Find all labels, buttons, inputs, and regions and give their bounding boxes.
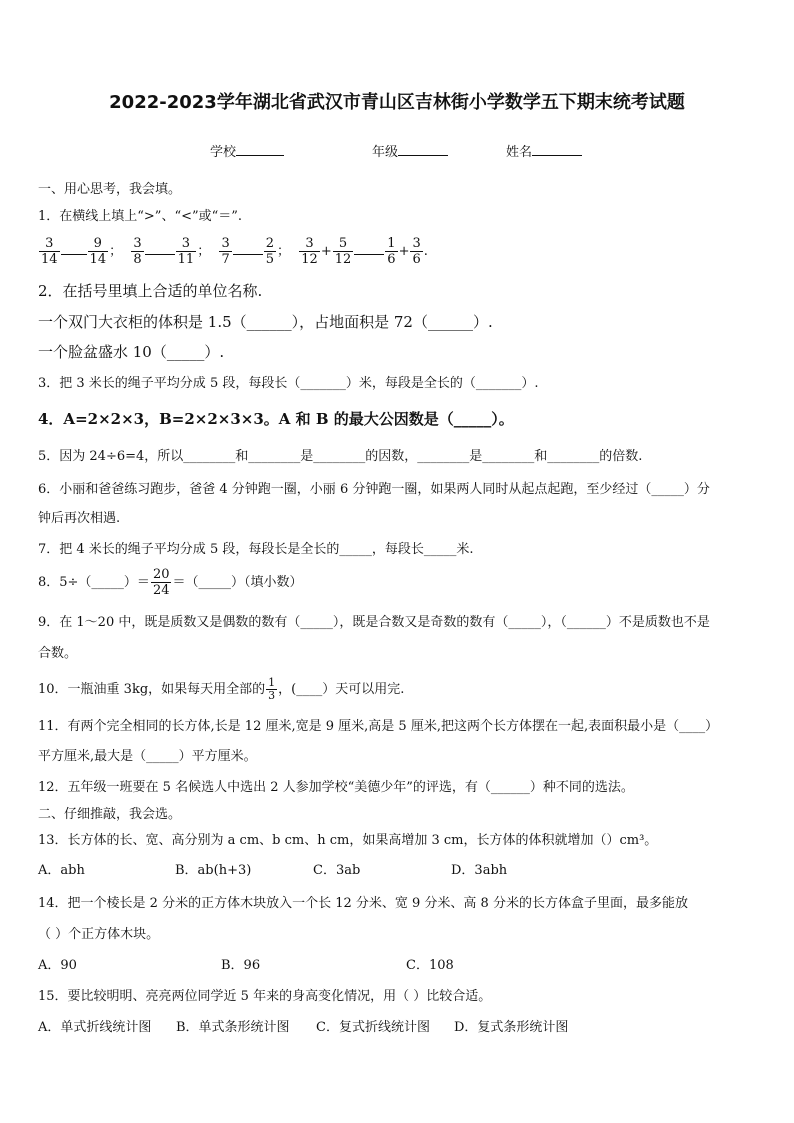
question-6a: 6．小丽和爸爸练习跑步，爸爸 4 分钟跑一圈，小丽 6 分钟跑一圈，如果两人同时从起点起跑，至少经过（_____）分 bbox=[38, 482, 710, 497]
question-4: 4．A=2×2×3，B=2×2×3×3。A 和 B 的最大公因数是（_____）。 bbox=[38, 410, 514, 428]
fraction: $\frac{3}{14}$ bbox=[41, 236, 58, 267]
fraction: $\frac{9}{14}$ bbox=[89, 236, 107, 267]
fraction: $\frac{1}{6}$ bbox=[387, 236, 396, 267]
question-14b: （ ）个正方体木块。 bbox=[38, 927, 160, 942]
option-b[interactable]: B．单式条形统计图 bbox=[176, 1020, 290, 1035]
option-d[interactable]: D．3abh bbox=[451, 863, 508, 878]
option-a[interactable]: A．单式折线统计图 bbox=[38, 1020, 152, 1035]
fraction: $\frac{3}{6}$ bbox=[412, 236, 421, 267]
question-2b: 一个脸盆盛水 10（_____）. bbox=[38, 343, 225, 361]
option-a[interactable]: A．abh bbox=[38, 863, 85, 878]
question-14-options bbox=[38, 957, 454, 975]
fraction: $\frac{3}{7}$ bbox=[221, 236, 230, 267]
question-2a: 一个双门大衣柜的体积是 1.5（______），占地面积是 72（______）. bbox=[38, 313, 493, 331]
fraction: $\frac{3}{8}$ bbox=[133, 236, 142, 267]
fraction: $\frac{2}{5}$ bbox=[265, 236, 275, 267]
section-1-heading: 一、用心思考，我会填。 bbox=[38, 182, 182, 197]
question-9b: 合数。 bbox=[38, 646, 78, 661]
question-7: 7．把 4 米长的绳子平均分成 5 段，每段长是全长的_____，每段长_____米. bbox=[38, 542, 474, 557]
question-14a: 14．把一个棱长是 2 分米的正方体木块放入一个长 12 分米、宽 9 分米、高 8 分米的长方体盒子里面，最多能放 bbox=[38, 896, 688, 911]
fraction: $\frac{5}{12}$ bbox=[334, 236, 352, 267]
question-6b: 钟后再次相遇. bbox=[38, 511, 121, 526]
question-2: 2．在括号里填上合适的单位名称. bbox=[38, 282, 263, 300]
section-2-heading: 二、仔细推敲，我会选。 bbox=[38, 807, 182, 822]
question-12: 12．五年级一班要在 5 名候选人中选出 2 人参加学校“美德少年”的评选，有（______）种不同的选法。 bbox=[38, 780, 634, 795]
option-c[interactable]: C．108 bbox=[406, 958, 454, 973]
fraction: $\frac{3}{11}$ bbox=[177, 236, 195, 267]
question-1: 1．在横线上填上“>”、“<”或“＝”. bbox=[38, 209, 243, 224]
grade-field[interactable]: 年级 bbox=[372, 141, 448, 160]
option-c[interactable]: C．复式折线统计图 bbox=[316, 1020, 430, 1035]
question-13: 13．长方体的长、宽、高分别为 a cm、b cm、h cm，如果高增加 3 cm，长方体的体积就增加（）cm³。 bbox=[38, 833, 658, 848]
fraction: $\frac{3}{12}$ bbox=[301, 236, 318, 267]
question-3: 3．把 3 米长的绳子平均分成 5 段，每段长（_______）米，每段是全长的（_______）. bbox=[38, 376, 539, 391]
question-10: 10．一瓶油重 3kg，如果每天用全部的 $\frac{1}{3}$ ，(____）天可以用完. bbox=[38, 676, 405, 702]
question-15: 15．要比较明明、亮亮两位同学近 5 年来的身高变化情况，用（ ）比较合适。 bbox=[38, 989, 492, 1004]
page-title: 2022-2023学年湖北省武汉市青山区吉林街小学数学五下期末统考试题 bbox=[109, 92, 685, 113]
question-13-options bbox=[38, 862, 507, 880]
question-5: 5．因为 24÷6=4，所以________和________是________的因数，________是________和________的倍数. bbox=[38, 449, 643, 464]
option-c[interactable]: C．3ab bbox=[313, 863, 361, 878]
question-9a: 9．在 1～20 中，既是质数又是偶数的数有（_____），既是合数又是奇数的数有（_____），（______）不是质数也不是 bbox=[38, 615, 710, 630]
option-a[interactable]: A．90 bbox=[38, 958, 77, 973]
question-15-options bbox=[38, 1019, 568, 1037]
question-8: 8．5÷（_____）＝ $\frac{20}{24}$ ＝（_____）（填小数） bbox=[38, 567, 303, 598]
question-1-fractions: $\frac{3}{14}$ $\frac{9}{14}$ ； $\frac{3}{8}$ $\frac{3}{11}$ ； $\frac{3}{7}$ $\frac{2}{5}$ ； $\frac{3}{12}$ + $\frac{5}{12}$ $\frac{1}{6}$ + $\frac{3}{6}$ . bbox=[41, 236, 428, 267]
question-11a: 11．有两个完全相同的长方体,长是 12 厘米,宽是 9 厘米,高是 5 厘米,把这两个长方体摆在一起,表面积最小是（____） bbox=[38, 719, 719, 734]
question-11b: 平方厘米,最大是（_____）平方厘米。 bbox=[38, 749, 257, 764]
fraction: $\frac{20}{24}$ bbox=[152, 567, 170, 598]
option-b[interactable]: B．ab(h+3) bbox=[175, 863, 252, 878]
fraction: $\frac{1}{3}$ bbox=[268, 676, 276, 702]
option-b[interactable]: B．96 bbox=[221, 958, 261, 973]
name-field[interactable]: 姓名 bbox=[506, 141, 582, 160]
option-d[interactable]: D．复式条形统计图 bbox=[454, 1020, 569, 1035]
school-field[interactable]: 学校 bbox=[210, 141, 284, 160]
